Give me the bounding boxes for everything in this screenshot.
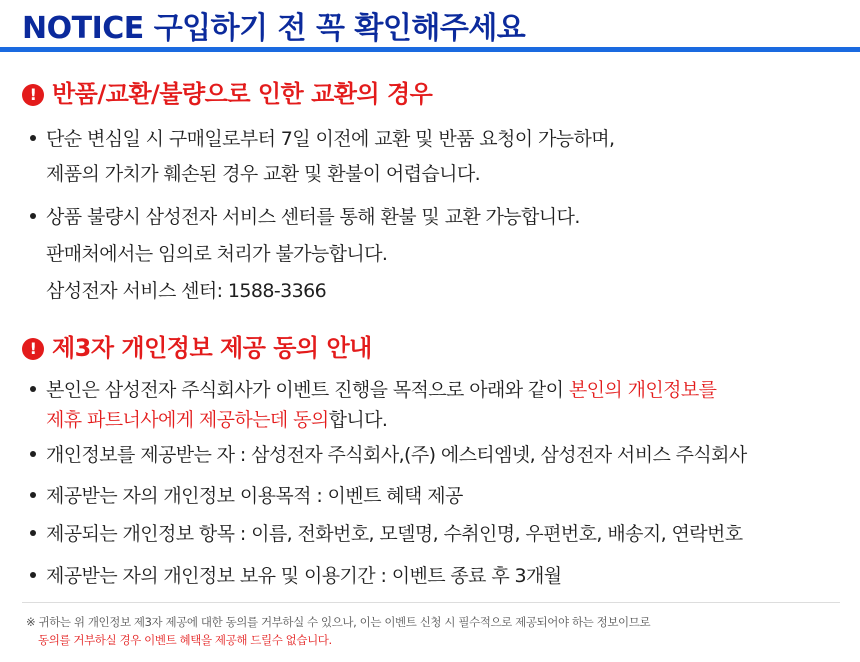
bullet-dot-icon — [30, 530, 36, 536]
list-item-continuation: 판매처에서는 임의로 처리가 불가능합니다. — [46, 243, 388, 265]
footnote-divider — [22, 602, 840, 603]
list-item — [30, 440, 747, 467]
list-item — [30, 519, 742, 546]
list-item — [30, 561, 562, 588]
alert-circle-icon: ! — [22, 338, 44, 360]
highlight-text: 본인의 개인정보를 — [568, 379, 717, 401]
list-item-continuation — [46, 405, 387, 432]
section-return-exchange-title — [22, 74, 432, 109]
list-item-text: 합니다. — [328, 409, 388, 431]
bullet-dot-icon — [30, 135, 36, 141]
bullet-dot-icon — [30, 386, 36, 392]
notice-header — [0, 0, 860, 52]
list-item-text: 상품 불량시 삼성전자 서비스 센터를 통해 환불 및 교환 가능합니다. — [46, 206, 580, 228]
page-title: NOTICE 구입하기 전 꼭 확인해주세요 — [22, 11, 526, 46]
bullet-dot-icon — [30, 492, 36, 498]
service-center-phone: 삼성전자 서비스 센터: 1588-3366 — [46, 280, 327, 302]
alert-circle-icon: ! — [22, 84, 44, 106]
footnote-text: ※ 귀하는 위 개인정보 제3자 제공에 대한 동의를 거부하실 수 있으나, 이는 이벤트 신청 시 필수적으로 제공되어야 하는 정보이므로 — [26, 615, 651, 629]
footnote-warning: 동의를 거부하실 경우 이벤트 혜택을 제공해 드릴수 없습니다. — [38, 633, 332, 647]
highlight-text: 제휴 파트너사에게 제공하는데 동의 — [46, 409, 329, 431]
bullet-dot-icon — [30, 213, 36, 219]
list-item-text: 개인정보를 제공받는 자 : 삼성전자 주식회사,(주) 에스티엠넷, 삼성전자 서비스 주식회사 — [46, 444, 747, 466]
list-item — [30, 481, 463, 508]
list-item-text: 제공되는 개인정보 항목 : 이름, 전화번호, 모델명, 수취인명, 우편번호, 배송지, 연락번호 — [46, 523, 743, 545]
section-privacy-consent-title — [22, 328, 372, 363]
list-item — [30, 124, 614, 151]
list-item-text: 제공받는 자의 개인정보 이용목적 : 이벤트 혜택 제공 — [46, 485, 463, 507]
section-title-text: 반품/교환/불량으로 인한 교환의 경우 — [52, 80, 433, 108]
list-item-continuation: 제품의 가치가 훼손된 경우 교환 및 환불이 어렵습니다. — [46, 163, 481, 185]
list-item — [30, 202, 580, 229]
section-title-text: 제3자 개인정보 제공 동의 안내 — [52, 334, 372, 362]
bullet-dot-icon — [30, 451, 36, 457]
list-item-text: 단순 변심일 시 구매일로부터 7일 이전에 교환 및 반품 요청이 가능하며, — [46, 128, 615, 150]
list-item-text: 본인은 삼성전자 주식회사가 이벤트 진행을 목적으로 아래와 같이 — [46, 379, 569, 401]
list-item-text: 제공받는 자의 개인정보 보유 및 이용기간 : 이벤트 종료 후 3개월 — [46, 565, 562, 587]
bullet-dot-icon — [30, 572, 36, 578]
header-divider — [0, 47, 860, 52]
list-item — [30, 375, 716, 402]
